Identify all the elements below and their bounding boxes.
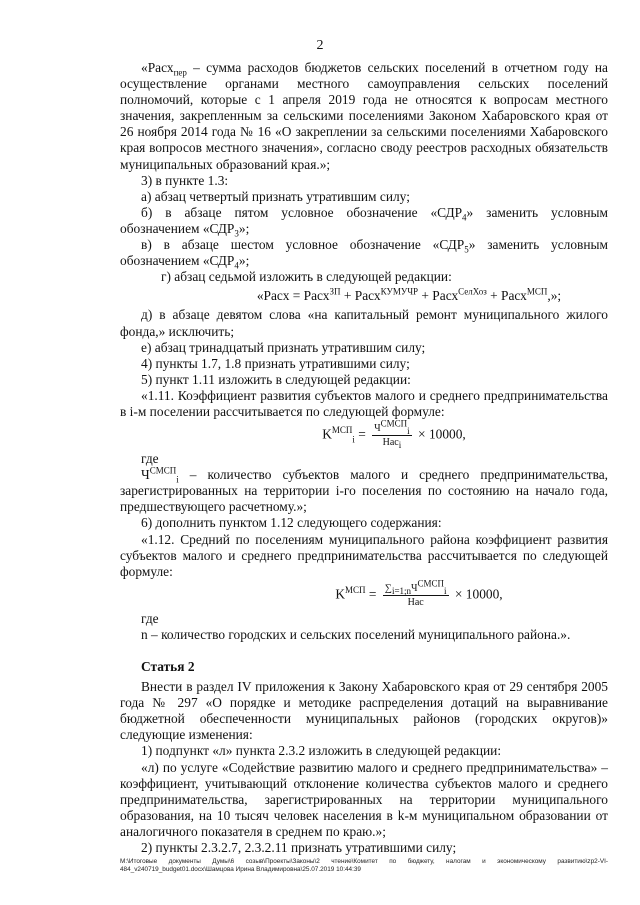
paragraph-item-3: 3) в пункте 1.3: xyxy=(141,172,229,188)
text: Ч xyxy=(411,582,418,594)
paragraph-item-l: «л) по услуге «Содействие развитию малого и среднего предпринимательства» – коэффициент, учитывающий отклонение количества субъектов малого и среднего предпринимательства, зарегистрированных на территории муниципального образования, на 10 тысяч человек населения в k-м муниципальном образовании от аналогичного показателя в среднем по краю.»; xyxy=(120,759,608,839)
paragraph-where-1: где xyxy=(141,451,159,467)
superscript: СелХоз xyxy=(458,286,487,297)
text: Ч xyxy=(374,423,381,435)
fraction xyxy=(372,418,412,451)
paragraph-item-g: г) абзац седьмой изложить в следующей редакции: xyxy=(161,269,452,285)
subscript: i xyxy=(176,474,179,485)
file-path-footer: M:\Итоговые документы Думы\6 созыв\Проекты\Законы\2 чтение\Комитет по бюджету, налогам и экономическому развитию\zp2-VI-484_v240719_budget01.docx\Шамцова Ирина Владимировна\25.07.2019 10:44:39 xyxy=(120,858,608,873)
text: Нас xyxy=(382,437,399,449)
text: K xyxy=(335,586,346,602)
text: »; xyxy=(238,220,250,236)
paragraph-item-5: 5) пункт 1.11 изложить в следующей редакции: xyxy=(141,371,411,387)
superscript: МСП xyxy=(526,286,548,297)
text: Ч xyxy=(141,467,150,483)
paragraph-item-v xyxy=(120,237,608,269)
text: » заменить условным обозначением «СДР xyxy=(120,237,609,269)
superscript: ЗП xyxy=(329,286,341,297)
text: б) в абзаце пятом условное обозначение «СДР xyxy=(141,204,463,220)
text: + Расх xyxy=(486,288,527,304)
superscript: МСП xyxy=(345,584,366,595)
subscript: i xyxy=(444,585,447,596)
paragraph-item-1: 1) подпункт «л» пункта 2.3.2 изложить в следующей редакции: xyxy=(141,743,502,759)
denominator: Нас xyxy=(407,596,424,608)
text: × 10000, xyxy=(454,586,503,602)
subscript: 4 xyxy=(462,212,467,223)
subscript: i xyxy=(352,434,355,445)
paragraph-item-e: е) абзац тринадцатый признать утратившим силу; xyxy=(141,339,426,355)
subscript: i xyxy=(407,426,410,437)
numerator xyxy=(383,578,449,596)
formula-k-msp: $K^{МСП}$ = $\frac{\sum_{i=1;n}Ч^{СМСП}_i}{\text{Нас}}$ × 10000, xyxy=(335,578,503,608)
paragraph-article-2: Внести в раздел IV приложения к Закону Хабаровского края от 29 сентября 2005 года № 297 «О порядке и методике распределения дотаций на выравнивание бюджетной обеспеченности муниципальных районов (городских округов)» следующие изменения: xyxy=(120,679,608,743)
paragraph-1-11: «1.11. Коэффициент развития субъектов малого и среднего предпринимательства в i-м поселении рассчитывается по следующей формуле: xyxy=(120,387,608,419)
text: » заменить условным обозначением «СДР xyxy=(120,204,608,236)
superscript: СМСП xyxy=(149,465,177,476)
formula-rash xyxy=(120,288,608,304)
paragraph-n-definition: n – количество городских и сельских поселений муниципального района.». xyxy=(141,626,571,642)
text-definition: – сумма расходов бюджетов сельских поселений в отчетном году на осуществление органами местного самоуправления сельских поселений полномочий, которые с 1 апреля 2019 года не относятся к вопросам местного значения, закрепленным за сельскими поселениями Законом Хабаровского края от 26 ноября 2014 года № 16 «О закреплении за сельскими поселениями Хабаровского края вопросов местного значения», согласно своду реестров расходных обязательств муниципальных образований края.»; xyxy=(120,60,608,172)
subscript-per: пер xyxy=(173,67,187,78)
text: в) в абзаце шестом условное обозначение «СДР xyxy=(141,237,465,253)
paragraph-item-d: д) в абзаце девятом слова «на капитальный ремонт муниципального жилого фонда,» исключить; xyxy=(120,307,608,339)
paragraph-item-b xyxy=(120,205,608,237)
formula-k-msp-i: $K^{МСП}_i$ = $\frac{Ч^{СМСП}_i}{Нас_i}$ × 10000, xyxy=(322,418,466,451)
text: »; xyxy=(238,253,250,269)
paragraph-rash-definition xyxy=(120,60,608,173)
subscript: i xyxy=(398,440,402,451)
page-number: 2 xyxy=(316,38,324,53)
paragraph-item-6: 6) дополнить пунктом 1.12 следующего содержания: xyxy=(141,515,442,531)
subscript: 3 xyxy=(234,228,239,239)
paragraph-1-12: «1.12. Средний по поселениям муниципального района коэффициент развития субъектов малого и среднего предпринимательства рассчитывается по следующей формуле: xyxy=(120,531,608,579)
text: ∑ xyxy=(384,582,392,594)
denominator xyxy=(372,436,412,451)
document-body xyxy=(120,60,608,856)
superscript: КУМУЧР xyxy=(380,286,419,297)
superscript: СМСП xyxy=(380,418,408,429)
article-heading: Статья 2 xyxy=(141,659,195,674)
paragraph-item-a: а) абзац четвертый признать утратившим силу; xyxy=(141,188,410,204)
text: + Расх xyxy=(340,288,381,304)
superscript: МСП xyxy=(331,425,353,436)
text-rash: «Расх xyxy=(141,60,174,75)
fraction xyxy=(383,578,449,608)
text: «Расх = Расх xyxy=(256,288,330,304)
text: × 10000, xyxy=(418,426,466,442)
text: K xyxy=(322,426,332,442)
paragraph-item-2: 2) пункты 2.3.2.7, 2.3.2.11 признать утратившими силу; xyxy=(141,840,457,856)
subscript: 4 xyxy=(234,260,239,271)
numerator xyxy=(372,418,412,437)
subscript: i=1;n xyxy=(391,585,412,596)
text: + Расх xyxy=(418,288,459,304)
paragraph-item-4: 4) пункты 1.7, 1.8 признать утратившими силу; xyxy=(141,355,410,371)
superscript: СМСП xyxy=(417,578,445,589)
text: – количество субъектов малого и среднего предпринимательства, зарегистрированных на территории i-го поселения по состоянию на начало года, предшествующего расчетному.»; xyxy=(120,467,608,515)
text: ,»; xyxy=(547,288,562,304)
paragraph-ch-smsp xyxy=(120,467,608,515)
subscript: 5 xyxy=(464,244,469,255)
paragraph-where-2: где xyxy=(141,610,159,626)
